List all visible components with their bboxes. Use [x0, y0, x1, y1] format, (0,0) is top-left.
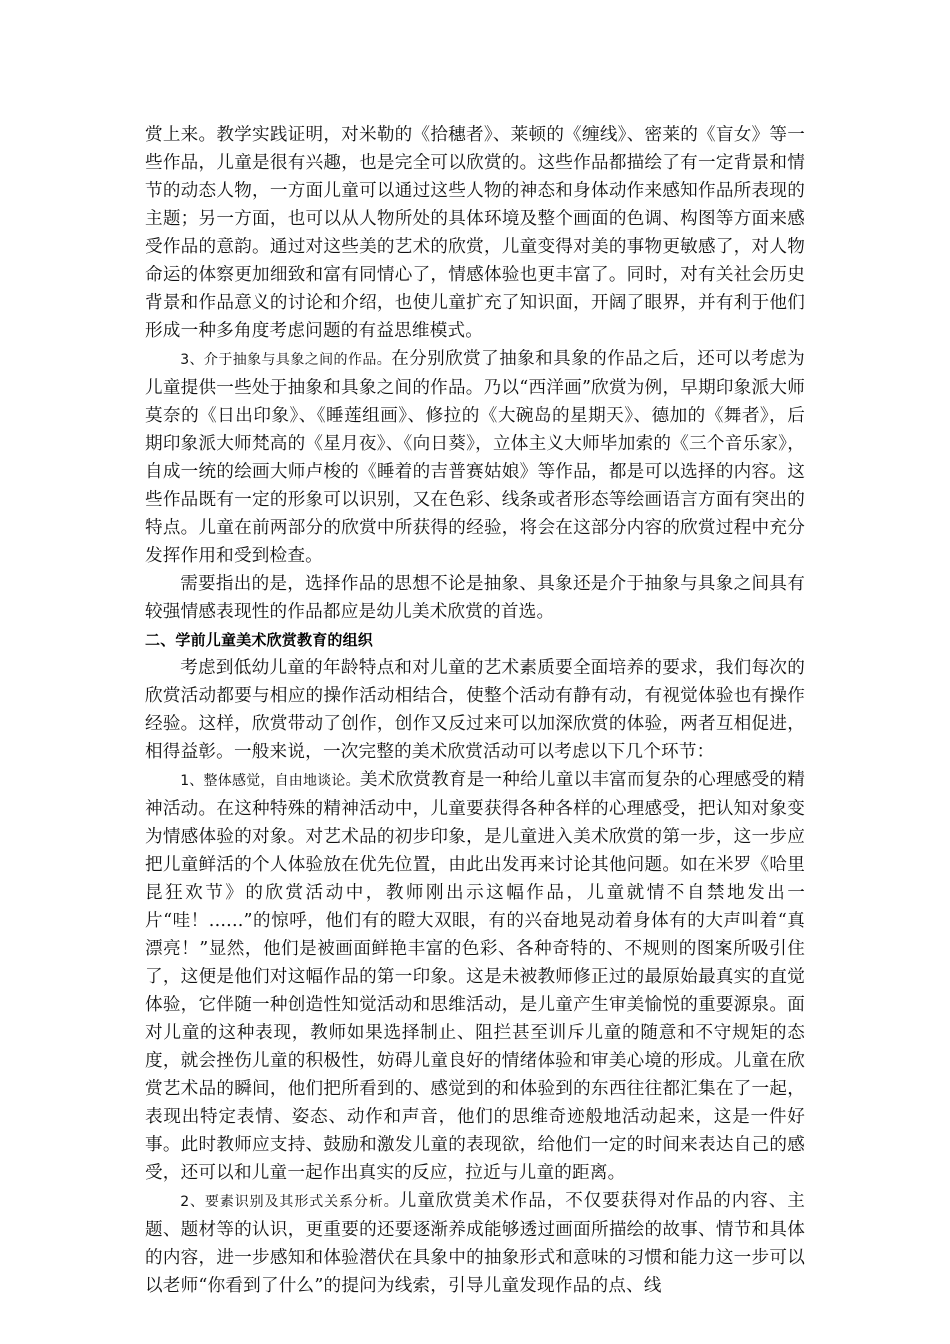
paragraph-2-lead: 3、介于抽象与具象之间的作品。 [180, 352, 392, 368]
paragraph-6 [145, 1187, 805, 1300]
paragraph-6-lead: 2、要素识别及其形式关系分析。 [180, 1194, 399, 1210]
paragraph-2-body: 在分别欣赏了抽象和具象的作品之后，还可以考虑为儿童提供一些处于抽象和具象之间的作品。乃以“西洋画”欣赏为例，早期印象派大师莫奈的《日出印象》、《睡莲组画》、修拉的《大碗岛的星期天》、德加的《舞者》，后期印象派大师梵高的《星月夜》、《向日葵》，立体主义大师毕加索的《三个音乐家》，自成一统的绘画大师卢梭的《睡着的吉普赛姑娘》等作品，都是可以选择的内容。这些作品既有一定的形象可以识别，又在色彩、线条或者形态等绘画语言方面有突出的特点。儿童在前两部分的欣赏中所获得的经验，将会在这部分内容的欣赏过程中充分发挥作用和受到检查。 [145, 349, 805, 566]
paragraph-5-body: 美术欣赏教育是一种给儿童以丰富而复杂的心理感受的精神活动。在这种特殊的精神活动中，儿童要获得各种各样的心理感受，把认知对象变为情感体验的对象。对艺术品的初步印象，是儿童进入美术欣赏的第一步，这一步应把儿童鲜活的个人体验放在优先位置，由此出发再来讨论其他问题。如在米罗《哈里昆狂欢节》的欣赏活动中，教师刚出示这幅作品，儿童就情不自禁地发出一片“哇！......”的惊呼，他们有的瞪大双眼，有的兴奋地晃动着身体有的大声叫着“真漂亮！”显然，他们是被画面鲜艳丰富的色彩、各种奇特的、不规则的图案所吸引住了，这便是他们对这幅作品的第一印象。这是未被教师修正过的最原始最真实的直觉体验，它伴随一种创造性知觉活动和思维活动，是儿童产生审美愉悦的重要源泉。面对儿童的这种表现，教师如果选择制止、阻拦甚至训斥儿童的随意和不守规矩的态度，就会挫伤儿童的积极性，妨碍儿童良好的情绪体验和审美心境的形成。儿童在欣赏艺术品的瞬间，他们把所看到的、感觉到的和体验到的东西往往都汇集在了一起，表现出特定表情、姿态、动作和声音，他们的思维奇迹般地活动起来，这是一件好事。此时教师应支持、鼓励和激发儿童的表现欲，给他们一定的时间来表达自己的感受，还可以和儿童一起作出真实的反应，拉近与儿童的距离。 [145, 770, 805, 1183]
paragraph-3: 需要指出的是，选择作品的思想不论是抽象、具象还是介于抽象与具象之间具有较强情感表现性的作品都应是幼儿美术欣赏的首选。 [145, 574, 805, 622]
paragraph-2 [145, 345, 805, 570]
paragraph-1: 赏上来。教学实践证明，对米勒的《拾穗者》、莱顿的《缠线》、密莱的《盲女》等一些作品，儿童是很有兴趣，也是完全可以欣赏的。这些作品都描绘了有一定背景和情节的动态人物，一方面儿童可以通过这些人物的神态和身体动作来感知作品所表现的主题；另一方面，也可以从人物所处的具体环境及整个画面的色调、构图等方面来感受作品的意韵。通过对这些美的艺术的欣赏，儿童变得对美的事物更敏感了，对人物命运的体察更加细致和富有同情心了，情感体验也更丰富了。同时，对有关社会历史背景和作品意义的讨论和介绍，也使儿童扩充了知识面，开阔了眼界，并有利于他们形成一种多角度考虑问题的有益思维模式。 [145, 125, 805, 341]
paragraph-4: 考虑到低幼儿童的年龄特点和对儿童的艺术素质要全面培养的要求，我们每次的欣赏活动都要与相应的操作活动相结合，使整个活动有静有动，有视觉体验也有操作经验。这样，欣赏带动了创作，创作又反过来可以加深欣赏的体验，两者互相促进，相得益彰。一般来说，一次完整的美术欣赏活动可以考虑以下几个环节： [145, 658, 805, 762]
document-body [145, 121, 805, 1300]
paragraph-6-body: 儿童欣赏美术作品，不仅要获得对作品的内容、主题、题材等的认识，更重要的还要逐渐养成能够透过画面所描绘的故事、情节和具体的内容，进一步感知和体验潜伏在具象中的抽象形式和意味的习惯和能力这一步可以以老师“你看到了什么”的提问为线索，引导儿童发现作品的点、线 [145, 1191, 805, 1296]
section-heading-2: 二、学前儿童美术欣赏教育的组织 [145, 631, 374, 649]
paragraph-5 [145, 766, 805, 1187]
paragraph-5-lead: 1、整体感觉，自由地谈论。 [180, 773, 360, 789]
